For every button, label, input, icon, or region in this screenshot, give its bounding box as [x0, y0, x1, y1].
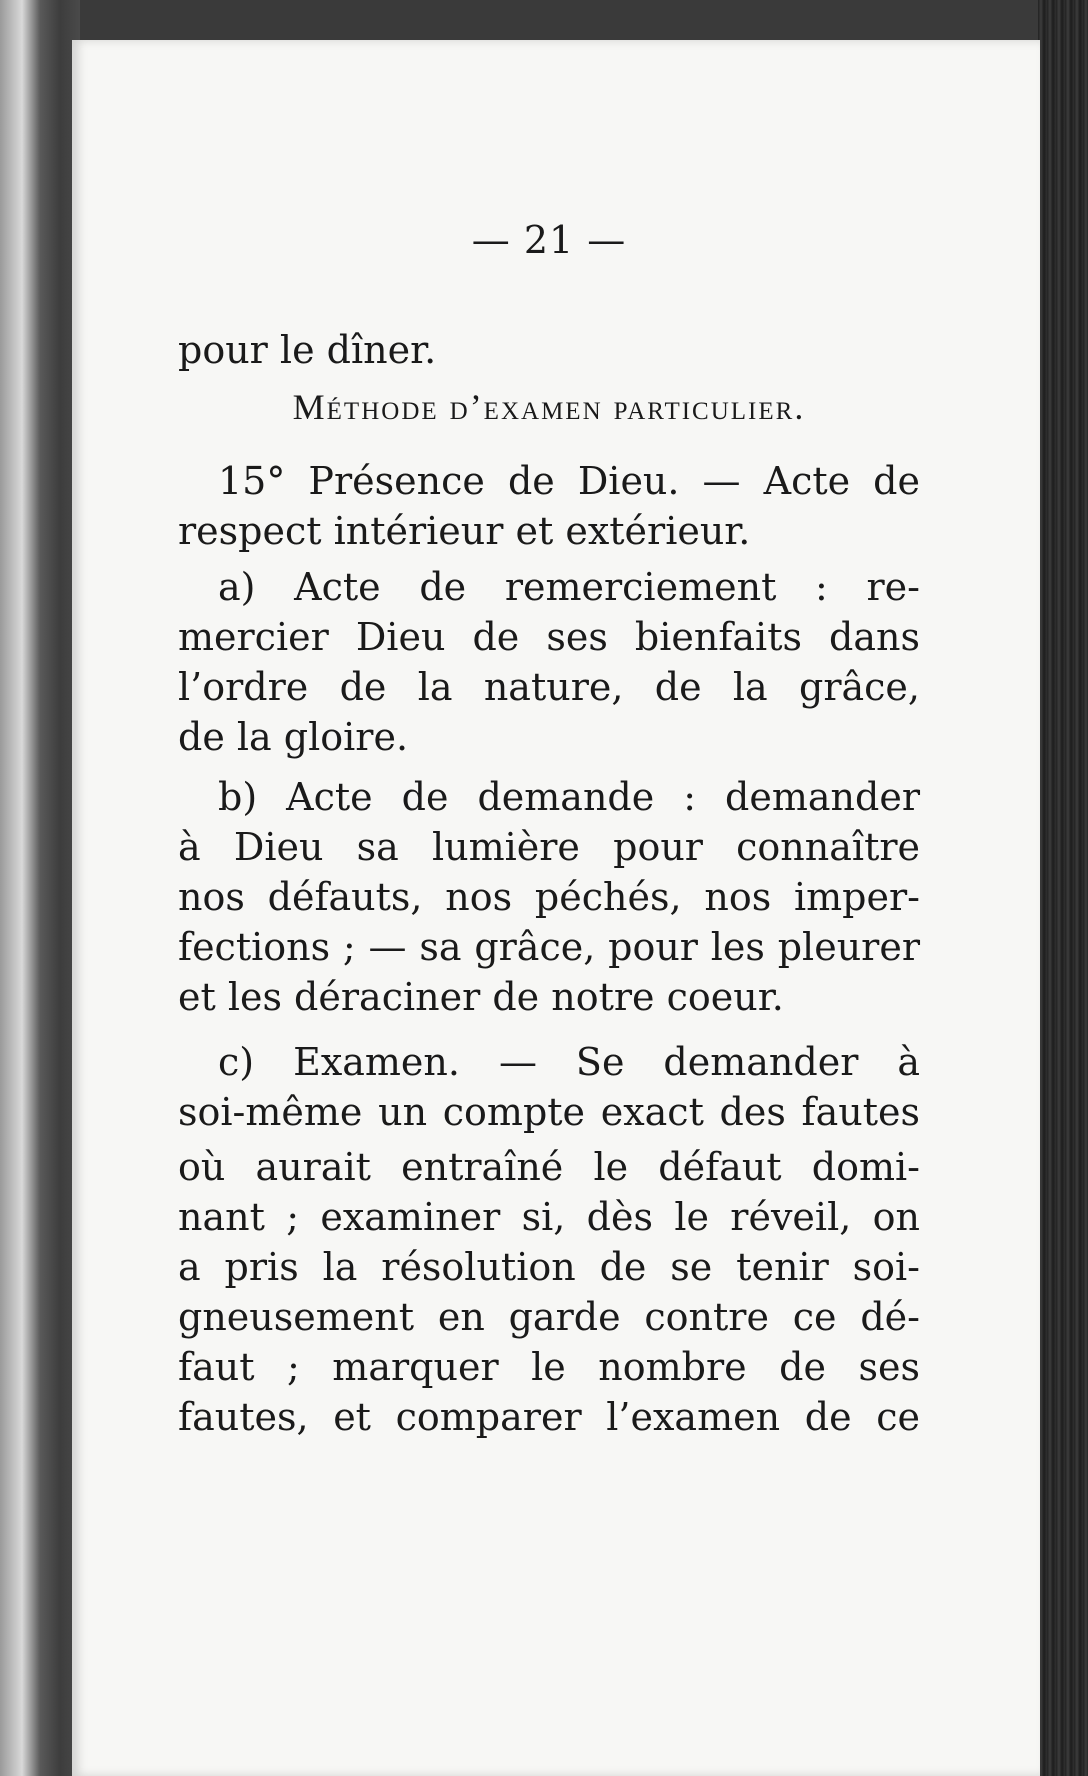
text-line: faut ; marquer le nombre de ses — [178, 1345, 920, 1389]
text-line: de la gloire. — [178, 715, 409, 759]
text-line: respect intérieur et extérieur. — [178, 509, 751, 553]
text-line: gneusement en garde contre ce dé- — [178, 1295, 920, 1339]
text-line: l’ordre de la nature, de la grâce, — [178, 665, 920, 709]
text-line: à Dieu sa lumière pour connaître — [178, 825, 920, 869]
text-line: soi-même un compte exact des fautes — [178, 1090, 920, 1134]
text-line: a) Acte de remerciement : re- — [218, 565, 920, 609]
text-line: nant ; examiner si, dès le réveil, on — [178, 1195, 920, 1239]
text-line: 15° Présence de Dieu. — Acte de — [218, 459, 920, 503]
text-line: mercier Dieu de ses bienfaits dans — [178, 615, 920, 659]
text-line: a pris la résolution de se tenir soi- — [178, 1245, 920, 1289]
text-line: et les déraciner de notre coeur. — [178, 975, 784, 1019]
book-page — [72, 40, 1040, 1776]
text-line: nos défauts, nos péchés, nos imper- — [178, 875, 920, 919]
book-left-edge — [0, 0, 80, 1776]
section-heading: Méthode d’examen particulier. — [292, 387, 806, 427]
text-line: fections ; — sa grâce, pour les pleurer — [178, 925, 920, 969]
text-line: où aurait entraîné le défaut domi- — [178, 1145, 920, 1189]
text-line: b) Acte de demande : demander — [218, 775, 920, 819]
book-right-edge — [1038, 0, 1088, 1776]
text-line: fautes, et comparer l’examen de ce — [178, 1395, 920, 1439]
page-number: — 21 — — [471, 218, 627, 262]
carryover-line: pour le dîner. — [178, 328, 437, 372]
text-line: c) Examen. — Se demander à — [218, 1040, 920, 1084]
